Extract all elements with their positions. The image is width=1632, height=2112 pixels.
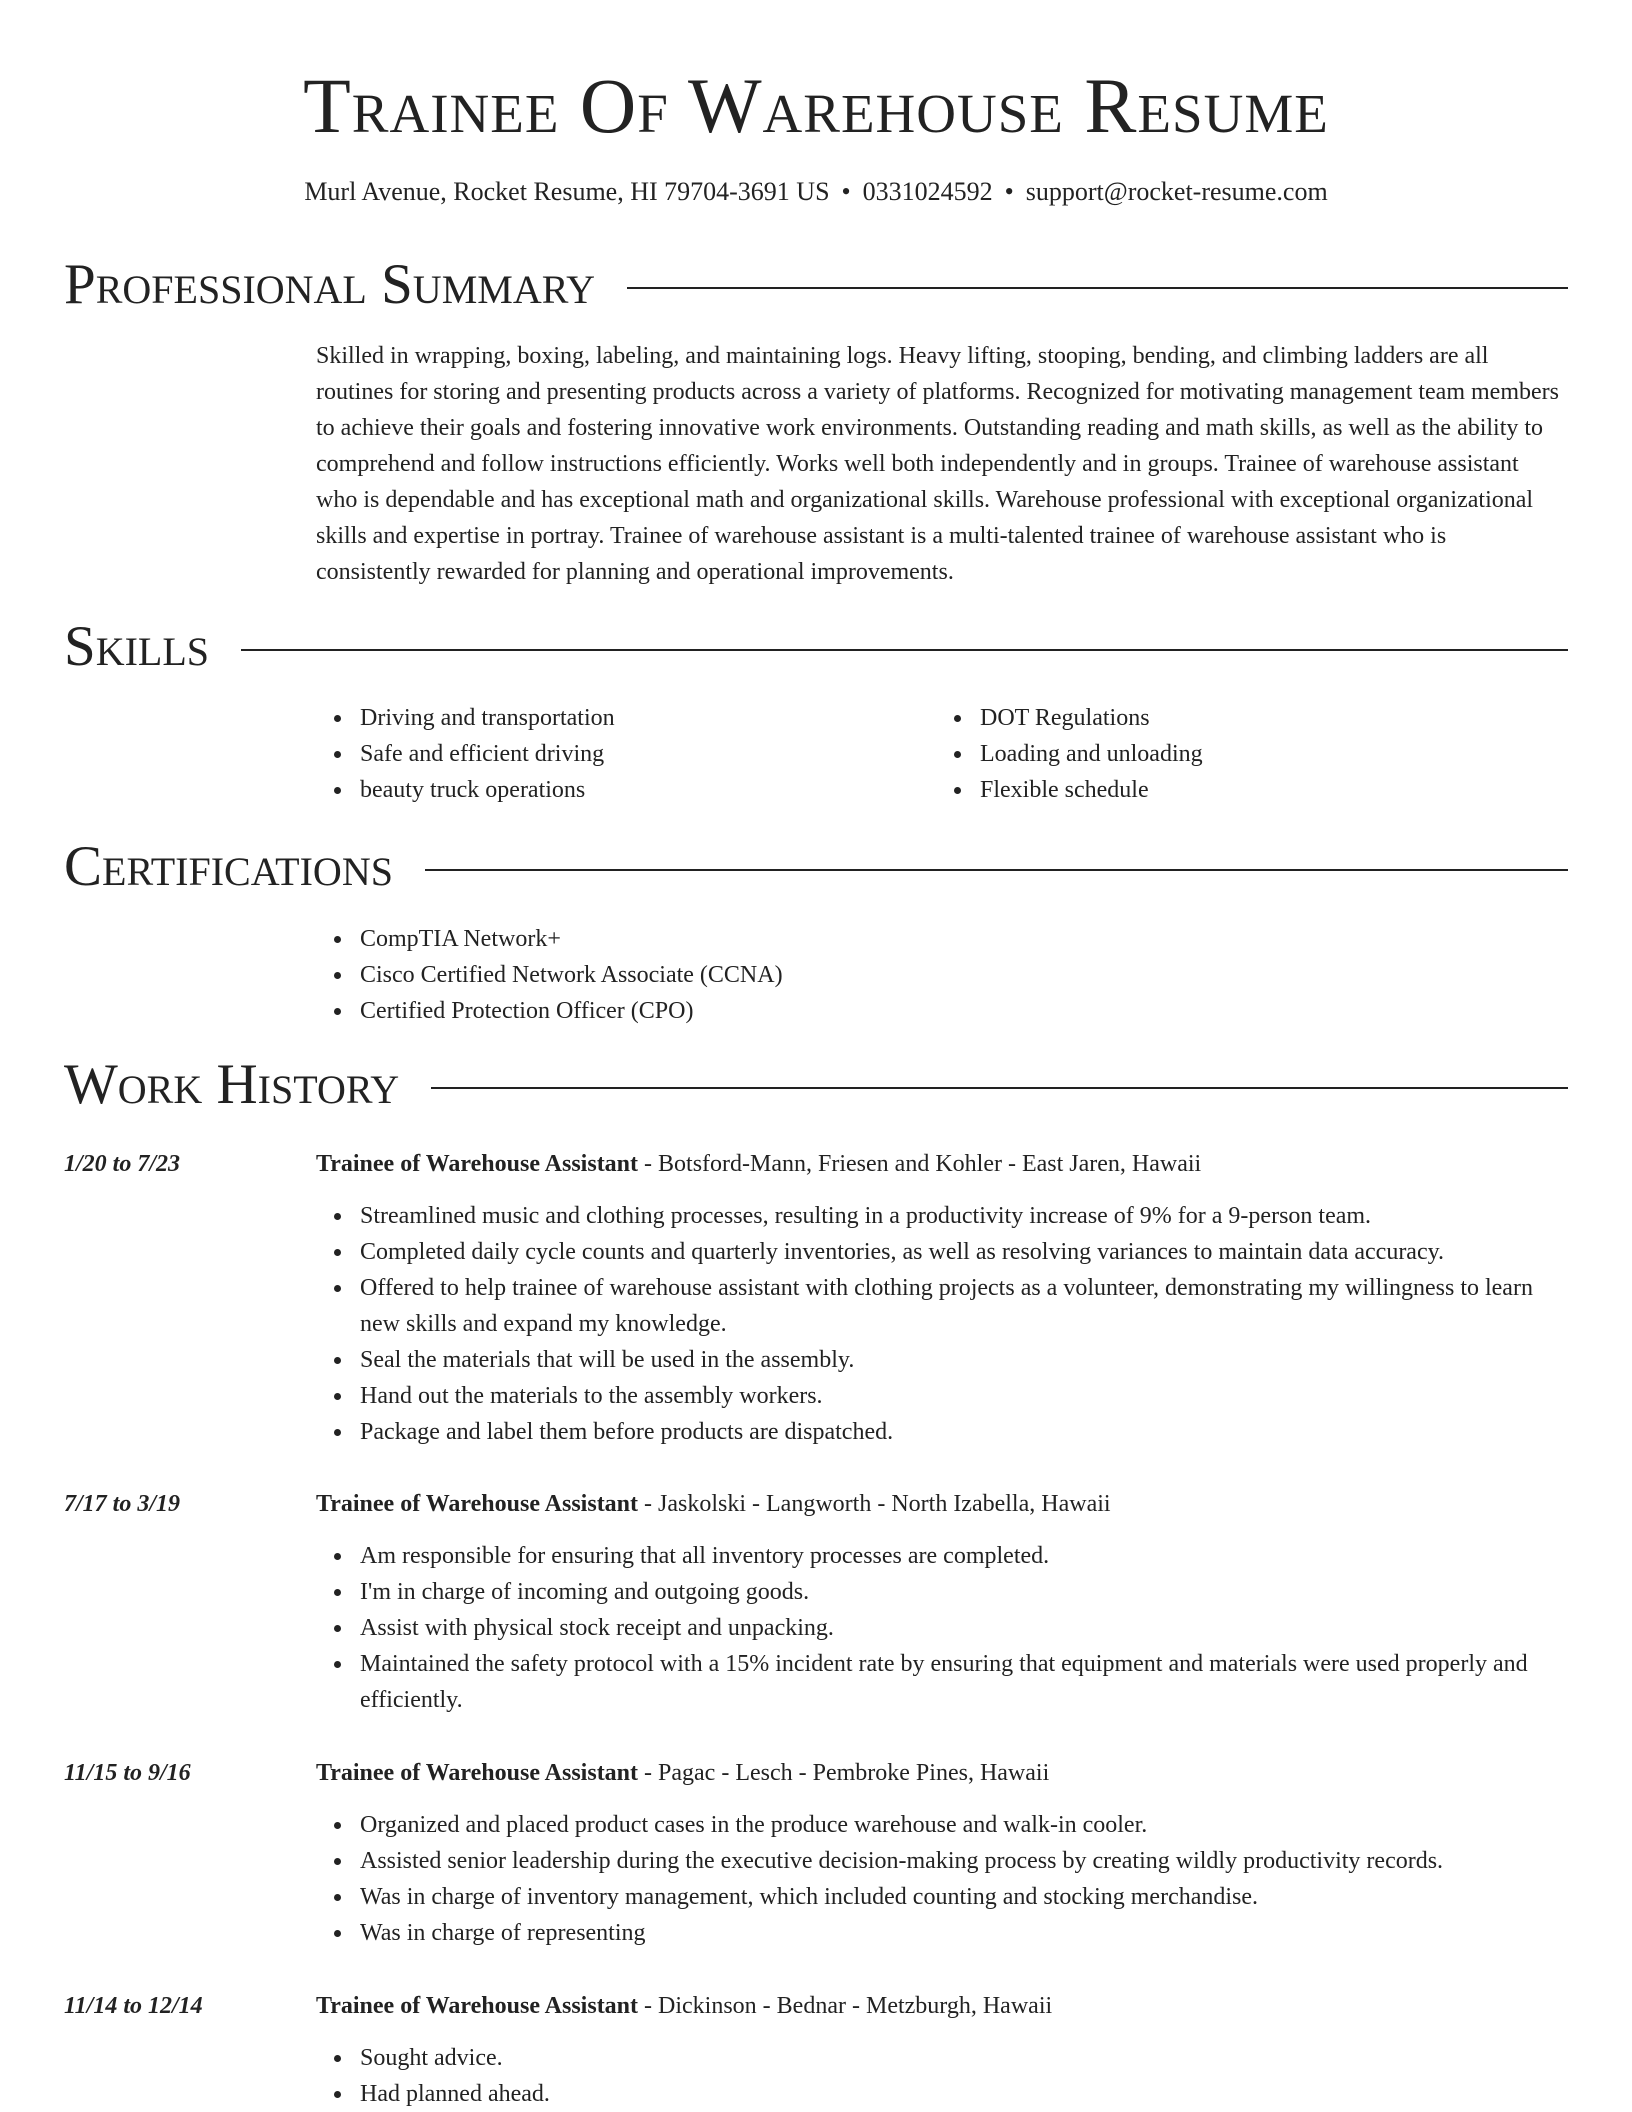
- section-title-work-history: Work History: [64, 1053, 400, 1116]
- section-divider: [425, 869, 1568, 871]
- job-duties: [316, 1198, 1564, 1450]
- section-title-summary: Professional Summary: [64, 253, 596, 316]
- duty-item: Seal the materials that will be used in the assembly.: [360, 1342, 1564, 1378]
- duty-item: Streamlined music and clothing processes, resulting in a productivity increase of 9% for a 9-person team.: [360, 1198, 1564, 1234]
- skills-list-left: [316, 700, 900, 808]
- duty-item: Package and label them before products are dispatched.: [360, 1414, 1564, 1450]
- section-header-skills: [64, 612, 1568, 682]
- duty-item: Was in charge of inventory management, which included counting and stocking merchandise.: [360, 1879, 1564, 1915]
- section-divider: [241, 649, 1568, 651]
- skill-item: Loading and unloading: [980, 736, 1580, 772]
- section-divider: [431, 1087, 1568, 1089]
- skill-item: Safe and efficient driving: [360, 736, 900, 772]
- section-title-certifications: Certifications: [64, 835, 393, 898]
- section-title-skills: Skills: [64, 615, 210, 678]
- duty-item: Am responsible for ensuring that all inventory processes are completed.: [360, 1538, 1564, 1574]
- job-company: - Dickinson - Bednar - Metzburgh, Hawaii: [638, 1993, 1053, 2019]
- duty-item: Organized and placed product cases in the produce warehouse and walk-in cooler.: [360, 1807, 1564, 1843]
- skill-item: Driving and transportation: [360, 700, 900, 736]
- summary-text: Skilled in wrapping, boxing, labeling, and maintaining logs. Heavy lifting, stooping, bending, and climbing ladders are all routines for storing and presenting products across a variety of platforms. Recognized for motivating management team members to achieve their goals and fostering innovative work environments. Outstanding reading and math skills, as well as the ability to comprehend and follow instructions efficiently. Works well both independently and in groups. Trainee of warehouse assistant who is dependable and has exceptional math and organizational skills. Warehouse professional with exceptional organizational skills and expertise in portray. Trainee of warehouse assistant is a multi-talented trainee of warehouse assistant who is consistently rewarded for planning and operational improvements.: [316, 343, 1559, 585]
- job-role: Trainee of Warehouse Assistant: [316, 1491, 639, 1517]
- skill-item: Flexible schedule: [980, 772, 1580, 808]
- job-dates: 7/17 to 3/19: [64, 1491, 181, 1517]
- section-divider: [627, 287, 1568, 289]
- job-heading: [316, 1146, 1564, 1182]
- section-header-summary: [64, 250, 1568, 320]
- contact-phone: 0331024592: [862, 177, 993, 206]
- job-duties: [316, 1807, 1564, 1951]
- job-heading: [316, 1988, 1564, 2024]
- duty-item: Assisted senior leadership during the executive decision-making process by creating wildly productivity records.: [360, 1843, 1564, 1879]
- section-header-certifications: [64, 832, 1568, 902]
- contact-separator: •: [841, 177, 851, 206]
- job-company: - Pagac - Lesch - Pembroke Pines, Hawaii: [638, 1760, 1050, 1786]
- duty-item: Had planned ahead.: [360, 2076, 1564, 2112]
- job-role: Trainee of Warehouse Assistant: [316, 1993, 639, 2019]
- skills-list-right: [936, 700, 1580, 808]
- job-heading: [316, 1755, 1564, 1791]
- contact-line: [0, 174, 1632, 210]
- job-dates: 11/15 to 9/16: [64, 1760, 191, 1786]
- job-duties: [316, 1538, 1564, 1718]
- skill-item: beauty truck operations: [360, 772, 900, 808]
- job-heading: [316, 1486, 1564, 1522]
- job-company: - Botsford-Mann, Friesen and Kohler - East Jaren, Hawaii: [638, 1151, 1202, 1177]
- duty-item: Maintained the safety protocol with a 15% incident rate by ensuring that equipment and materials were used properly and efficiently.: [360, 1646, 1564, 1718]
- duty-item: Sought advice.: [360, 2040, 1564, 2076]
- duty-item: Was in charge of representing: [360, 1915, 1564, 1951]
- job-role: Trainee of Warehouse Assistant: [316, 1151, 639, 1177]
- duty-item: Hand out the materials to the assembly workers.: [360, 1378, 1564, 1414]
- duty-item: Assist with physical stock receipt and unpacking.: [360, 1610, 1564, 1646]
- certification-item: Cisco Certified Network Associate (CCNA): [360, 957, 1560, 993]
- duty-item: I'm in charge of incoming and outgoing goods.: [360, 1574, 1564, 1610]
- job-company: - Jaskolski - Langworth - North Izabella, Hawaii: [638, 1491, 1111, 1517]
- certification-item: CompTIA Network+: [360, 921, 1560, 957]
- contact-email: support@rocket-resume.com: [1025, 177, 1328, 206]
- resume-title: Trainee Of Warehouse Resume: [303, 62, 1329, 149]
- certifications-list: [316, 921, 1560, 1029]
- job-duties: [316, 2040, 1564, 2112]
- duty-item: Offered to help trainee of warehouse assistant with clothing projects as a volunteer, demonstrating my willingness to learn new skills and expand my knowledge.: [360, 1270, 1564, 1342]
- job-dates: 11/14 to 12/14: [64, 1993, 203, 2019]
- job-dates: 1/20 to 7/23: [64, 1151, 181, 1177]
- certification-item: Certified Protection Officer (CPO): [360, 993, 1560, 1029]
- job-role: Trainee of Warehouse Assistant: [316, 1760, 639, 1786]
- contact-separator: •: [1004, 177, 1014, 206]
- contact-address: Murl Avenue, Rocket Resume, HI 79704-3691 US: [304, 177, 830, 206]
- duty-item: Completed daily cycle counts and quarterly inventories, as well as resolving variances to maintain data accuracy.: [360, 1234, 1564, 1270]
- skill-item: DOT Regulations: [980, 700, 1580, 736]
- section-header-work-history: [64, 1050, 1568, 1120]
